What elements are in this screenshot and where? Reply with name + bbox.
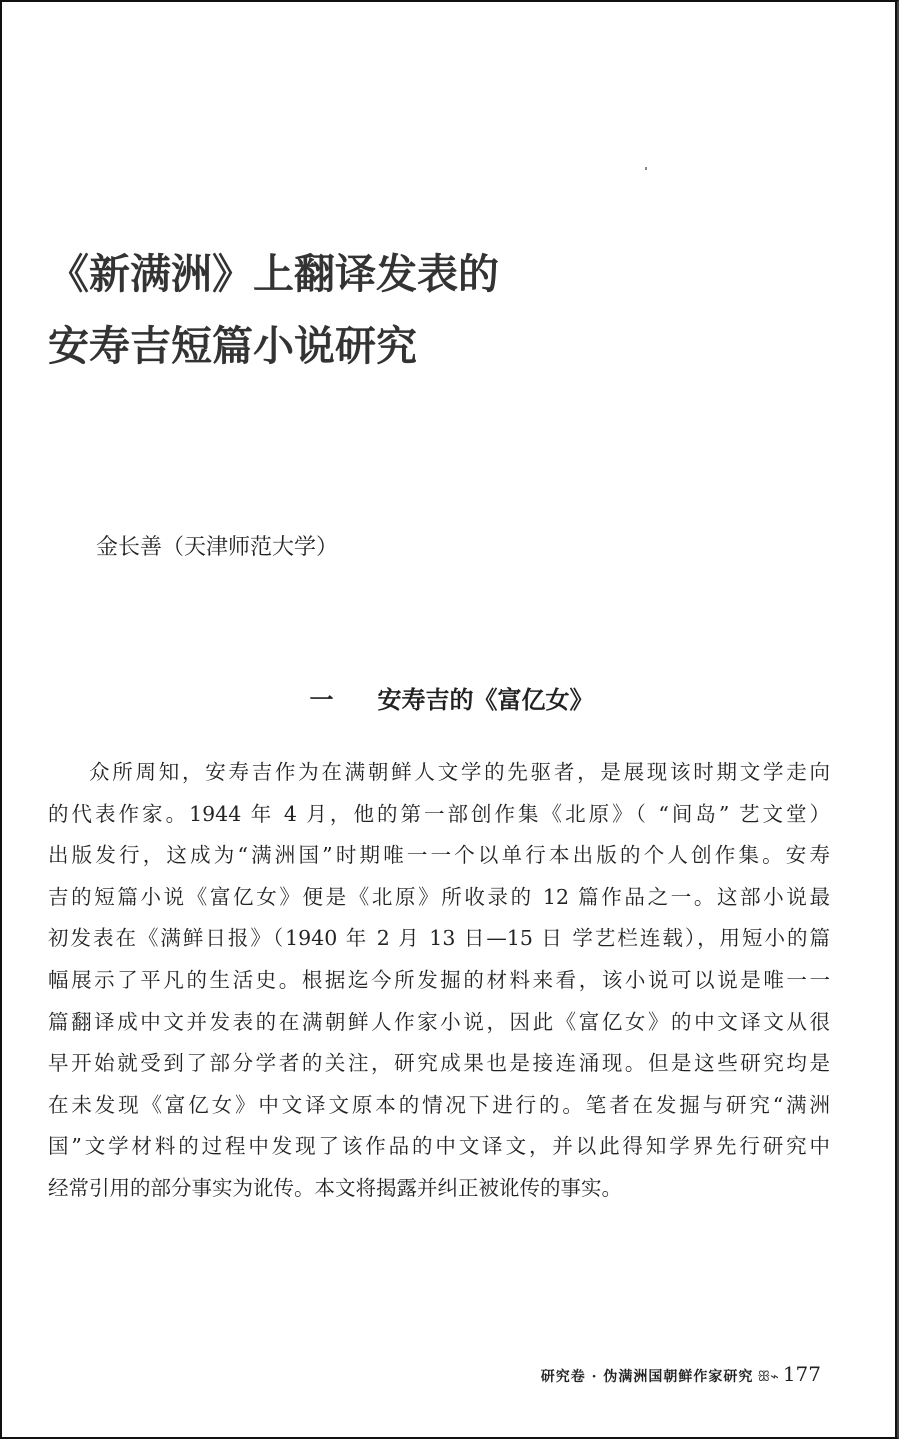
paragraph-line: 早开始就受到了部分学者的关注，研究成果也是接连涌现。但是这些研究均是 bbox=[48, 1051, 830, 1076]
paragraph-line: 初发表在《满鲜日报》（1940 年 2 月 13 日—15 日 学艺栏连载），用短小的篇 bbox=[48, 926, 830, 951]
article-title bbox=[48, 238, 828, 382]
running-head: 研究卷 · 伪满洲国朝鲜作家研究 bbox=[540, 1369, 754, 1385]
body-paragraph bbox=[48, 752, 830, 1210]
paragraph-line: 众所周知，安寿吉作为在满朝鲜人文学的先驱者，是展现该时期文学走向 bbox=[89, 760, 830, 784]
paragraph-line: 吉的短篇小说《富亿女》便是《北原》所收录的 12 篇作品之一。这部小说最 bbox=[48, 884, 830, 909]
ornament-icon: ꕥ⌁ bbox=[757, 1369, 779, 1385]
section-number: 一 bbox=[309, 686, 334, 714]
paragraph-line: 经常引用的部分事实为讹传。本文将揭露并纠正被讹传的事实。 bbox=[48, 1175, 622, 1200]
paragraph-line: 国”文学材料的过程中发现了该作品的中文译文，并以此得知学界先行研究中 bbox=[48, 1134, 830, 1159]
paragraph-line: 在未发现《富亿女》中文译文原本的情况下进行的。笔者在发掘与研究“满洲 bbox=[48, 1092, 830, 1117]
paragraph-line: 的代表作家。1944 年 4 月，他的第一部创作集《北原》（ “间岛” 艺文堂） bbox=[48, 801, 830, 826]
section-heading bbox=[2, 680, 899, 715]
article-title-line-1: 《新满洲》上翻译发表的 bbox=[48, 250, 499, 298]
section-title: 安寿吉的《富亿女》 bbox=[377, 686, 594, 714]
page-footer bbox=[541, 1362, 821, 1386]
paragraph-line: 篇翻译成中文并发表的在满朝鲜人作家小说，因此《富亿女》的中文译文从很 bbox=[48, 1009, 830, 1034]
paragraph-line: 出版发行，这成为“满洲国”时期唯一一个以单行本出版的个人创作集。安寿 bbox=[48, 843, 830, 868]
article-title-line-2: 安寿吉短篇小说研究 bbox=[48, 322, 417, 370]
paragraph-line: 幅展示了平凡的生活史。根据迄今所发掘的材料来看，该小说可以说是唯一一 bbox=[48, 967, 830, 992]
author-affiliation: 金长善（天津师范大学） bbox=[96, 535, 339, 560]
page-number: 177 bbox=[782, 1362, 821, 1386]
scan-speck bbox=[645, 167, 647, 170]
